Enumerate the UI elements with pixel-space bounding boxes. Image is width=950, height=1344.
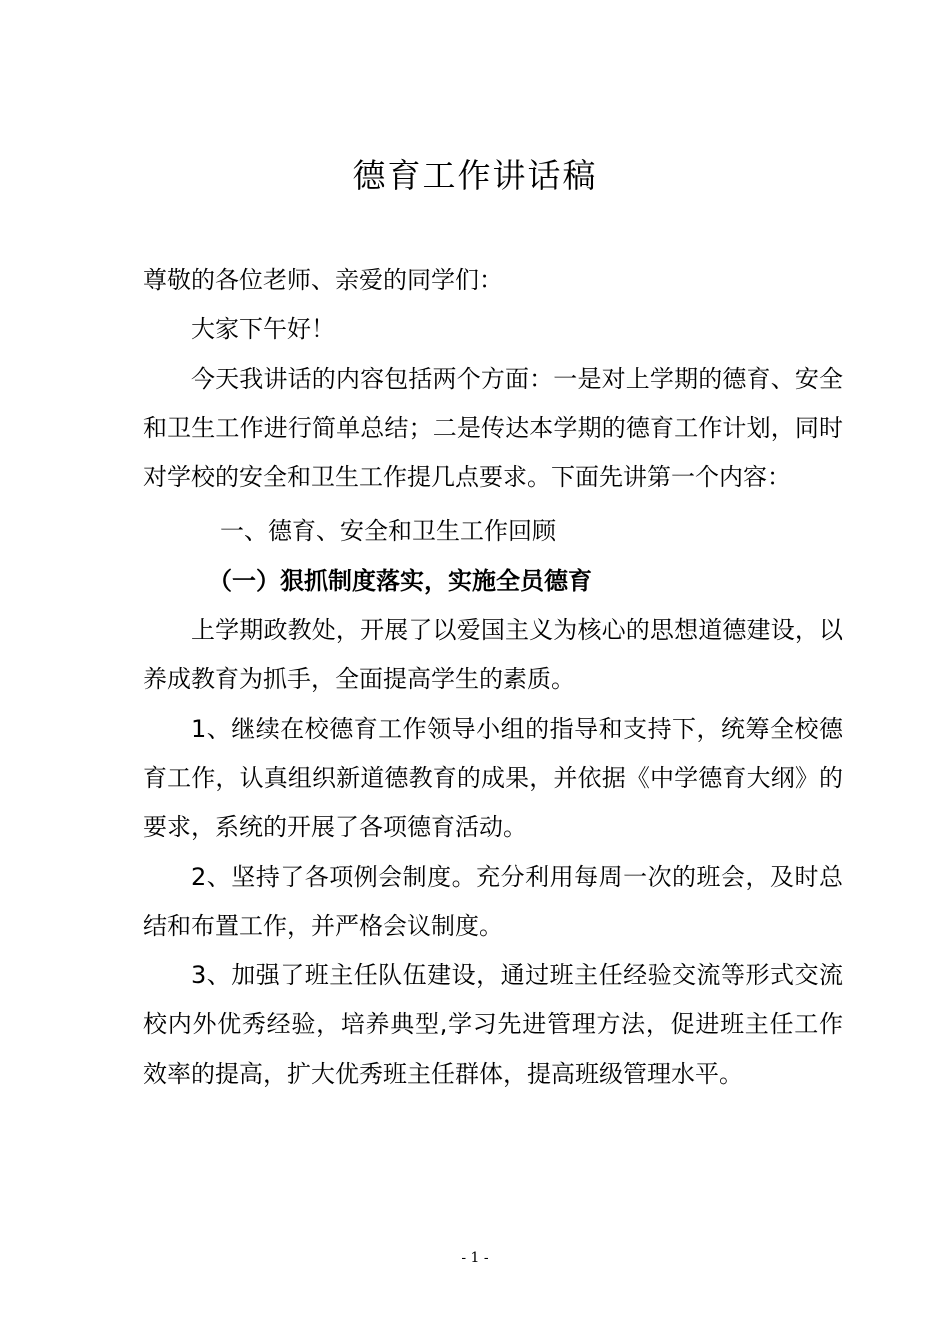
greeting: 大家下午好！: [191, 315, 335, 344]
subsection-heading: （一）狠抓制度落实，实施全员德育: [208, 566, 592, 595]
page-number: - 1 -: [461, 1250, 489, 1266]
intro-paragraph: 今天我讲话的内容包括两个方面：一是对上学期的德育、安全和卫生工作进行简单总结；二是传达本学期的德育工作计划，同时对学校的安全和卫生工作提几点要求。下面先讲第一个内容：: [143, 364, 843, 492]
paragraph: 上学期政教处，开展了以爱国主义为核心的思想道德建设，以养成教育为抓手，全面提高学生的素质。: [143, 616, 843, 694]
list-item: 3、加强了班主任队伍建设，通过班主任经验交流等形式交流校内外优秀经验，培养典型,学习先进管理方法，促进班主任工作效率的提高，扩大优秀班主任群体，提高班级管理水平。: [143, 961, 843, 1088]
section-heading: 一、德育、安全和卫生工作回顾: [220, 517, 556, 546]
salutation: 尊敬的各位老师、亲爱的同学们：: [143, 266, 503, 294]
document-title: 德育工作讲话稿: [352, 156, 598, 195]
document-body: [143, 256, 843, 1099]
list-item: 2、坚持了各项例会制度。充分利用每周一次的班会，及时总结和布置工作，并严格会议制度。: [143, 862, 843, 940]
list-item: 1、继续在校德育工作领导小组的指导和支持下，统筹全校德育工作，认真组织新道德教育的成果，并依据《中学德育大纲》的要求，系统的开展了各项德育活动。: [143, 714, 843, 842]
